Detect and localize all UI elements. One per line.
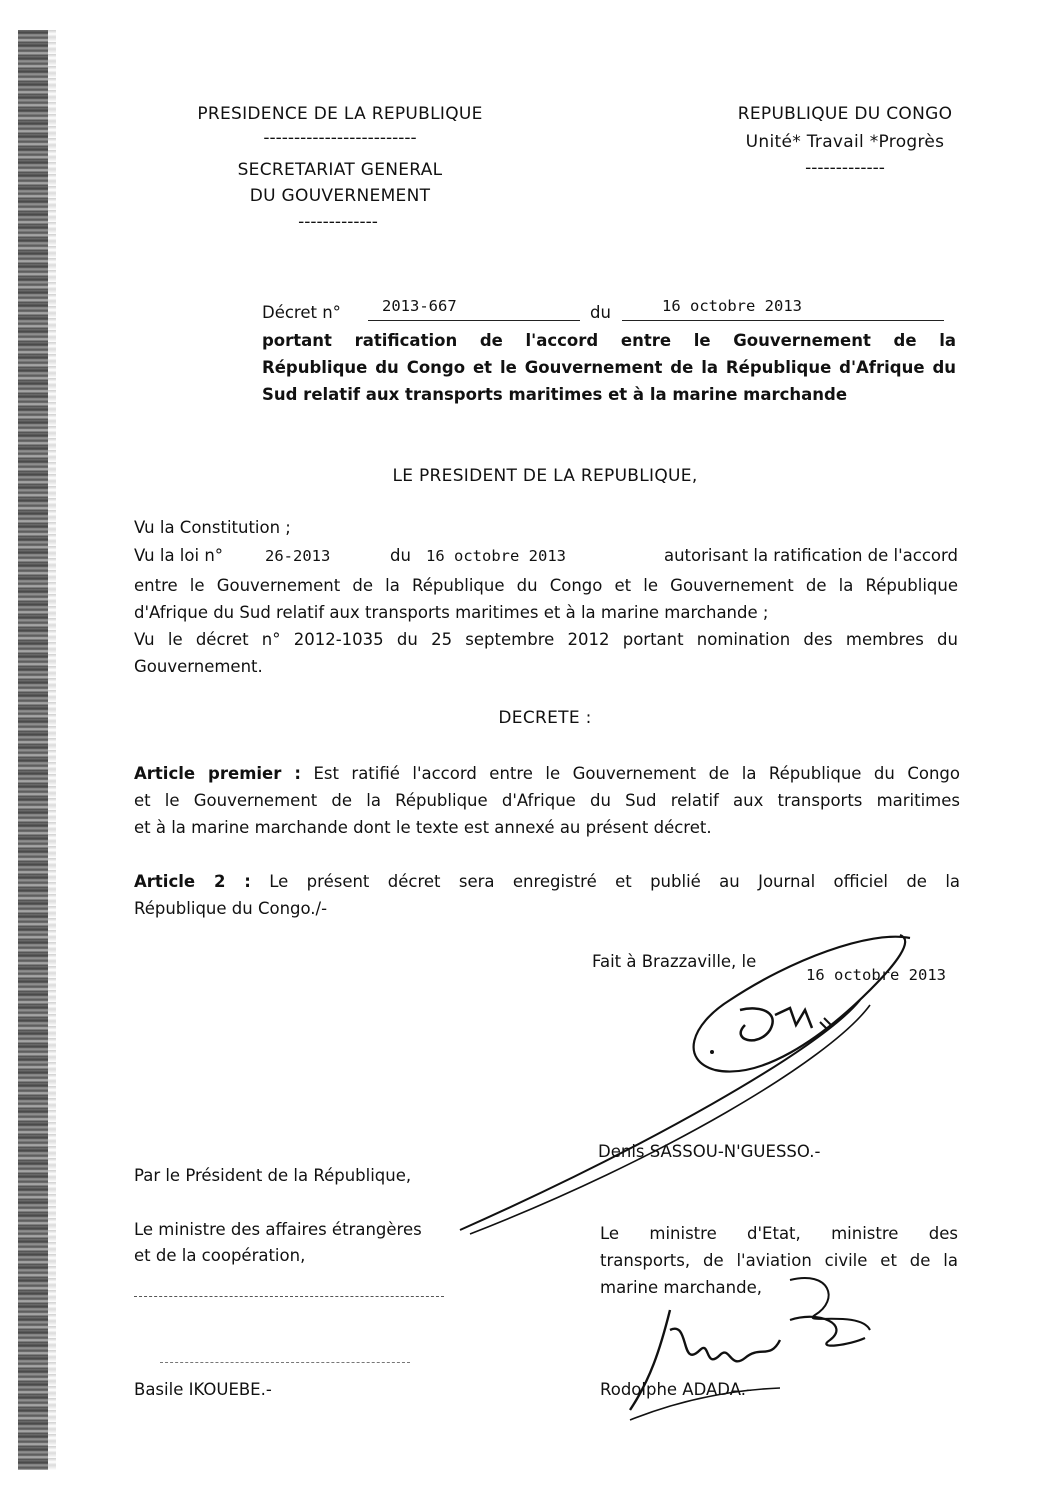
vu-loi-date: 16 octobre 2013 — [426, 547, 566, 565]
vu-line: entre le Gouvernement de la République du Congo et le Gouvernement de la République — [134, 576, 958, 595]
header-presidence: PRESIDENCE DE LA REPUBLIQUE — [197, 104, 483, 124]
header-left-separator-2: ------------- — [298, 212, 378, 232]
article-1-label: Article premier : — [134, 764, 301, 783]
article-2-text: Le présent décret sera enregistré et publié au Journal officiel de la — [269, 872, 961, 891]
decree-title-line: portant ratification de l'accord entre le Gouvernement de la — [262, 331, 956, 350]
decree-title-line: Sud relatif aux transports maritimes et à la marine marchande — [262, 385, 848, 404]
minister-left-signature-line — [134, 1296, 444, 1297]
article-1-text: Est ratifié l'accord entre le Gouvernement de la République du Congo — [313, 764, 960, 783]
decree-label: Décret n° — [262, 303, 341, 322]
minister-right-line: marine marchande, — [600, 1278, 762, 1297]
header-republique: REPUBLIQUE DU CONGO — [737, 104, 953, 124]
vu-line: Vu le décret n° 2012-1035 du 25 septembre 2012 portant nomination des membres du — [134, 630, 958, 649]
decrete-heading: DECRETE : — [498, 708, 592, 728]
decree-title-line: République du Congo et le Gouvernement de la République d'Afrique du — [262, 358, 956, 377]
header-secretariat: SECRETARIAT GENERAL — [237, 160, 443, 180]
fait-date: 16 octobre 2013 — [806, 966, 946, 984]
decree-du-label: du — [590, 303, 611, 322]
article-2-label: Article 2 : — [134, 872, 251, 891]
minister-right-name: Rodolphe ADADA.- — [600, 1380, 752, 1399]
header-motto: Unité* Travail *Progrès — [745, 132, 945, 152]
decree-title — [262, 327, 956, 408]
decree-date-underline — [622, 320, 944, 321]
vu-loi-label: Vu la loi n° — [134, 546, 224, 565]
vu-loi-du: du — [390, 546, 411, 565]
president-heading: LE PRESIDENT DE LA REPUBLIQUE, — [392, 466, 698, 486]
par-le-president: Par le Président de la République, — [134, 1166, 412, 1185]
article-1 — [134, 760, 960, 841]
minister-right-signature — [600, 1270, 900, 1430]
header-left-separator: ------------------------- — [263, 128, 417, 148]
minister-left-title-2: et de la coopération, — [134, 1246, 306, 1265]
article-1-line: et à la marine marchande dont le texte est annexé au présent décret. — [134, 818, 712, 837]
minister-right-line: transports, de l'aviation civile et de la — [600, 1251, 958, 1270]
article-2 — [134, 868, 960, 922]
president-name: Denis SASSOU-N'GUESSO.- — [598, 1142, 821, 1161]
president-signature — [440, 930, 920, 1240]
vu-line: Gouvernement. — [134, 657, 263, 676]
decree-number-underline — [368, 320, 580, 321]
minister-right-line: Le ministre d'Etat, ministre des — [600, 1224, 958, 1243]
article-2-line — [134, 868, 960, 895]
article-1-line: et le Gouvernement de la République d'Afrique du Sud relatif aux transports maritimes — [134, 791, 960, 810]
vu-paragraph — [134, 572, 958, 680]
vu-loi-text: autorisant la ratification de l'accord — [663, 546, 958, 565]
scan-edge — [18, 30, 48, 1470]
header-gouvernement: DU GOUVERNEMENT — [249, 186, 431, 206]
minister-left-title-1: Le ministre des affaires étrangères — [134, 1220, 422, 1239]
header-right-separator: ------------- — [805, 158, 885, 178]
vu-line: d'Afrique du Sud relatif aux transports maritimes et à la marine marchande ; — [134, 603, 769, 622]
scan-edge-highlight — [48, 30, 56, 1470]
vu-constitution: Vu la Constitution ; — [134, 518, 291, 537]
article-2-line: République du Congo./- — [134, 899, 328, 918]
decree-date: 16 octobre 2013 — [662, 297, 802, 315]
fait-label: Fait à Brazzaville, le — [592, 952, 757, 971]
decree-number: 2013-667 — [382, 297, 457, 315]
article-1-line — [134, 760, 960, 787]
minister-left-signature-line-2 — [160, 1362, 410, 1363]
vu-loi-number: 26-2013 — [265, 547, 331, 565]
minister-left-name: Basile IKOUEBE.- — [134, 1380, 272, 1399]
